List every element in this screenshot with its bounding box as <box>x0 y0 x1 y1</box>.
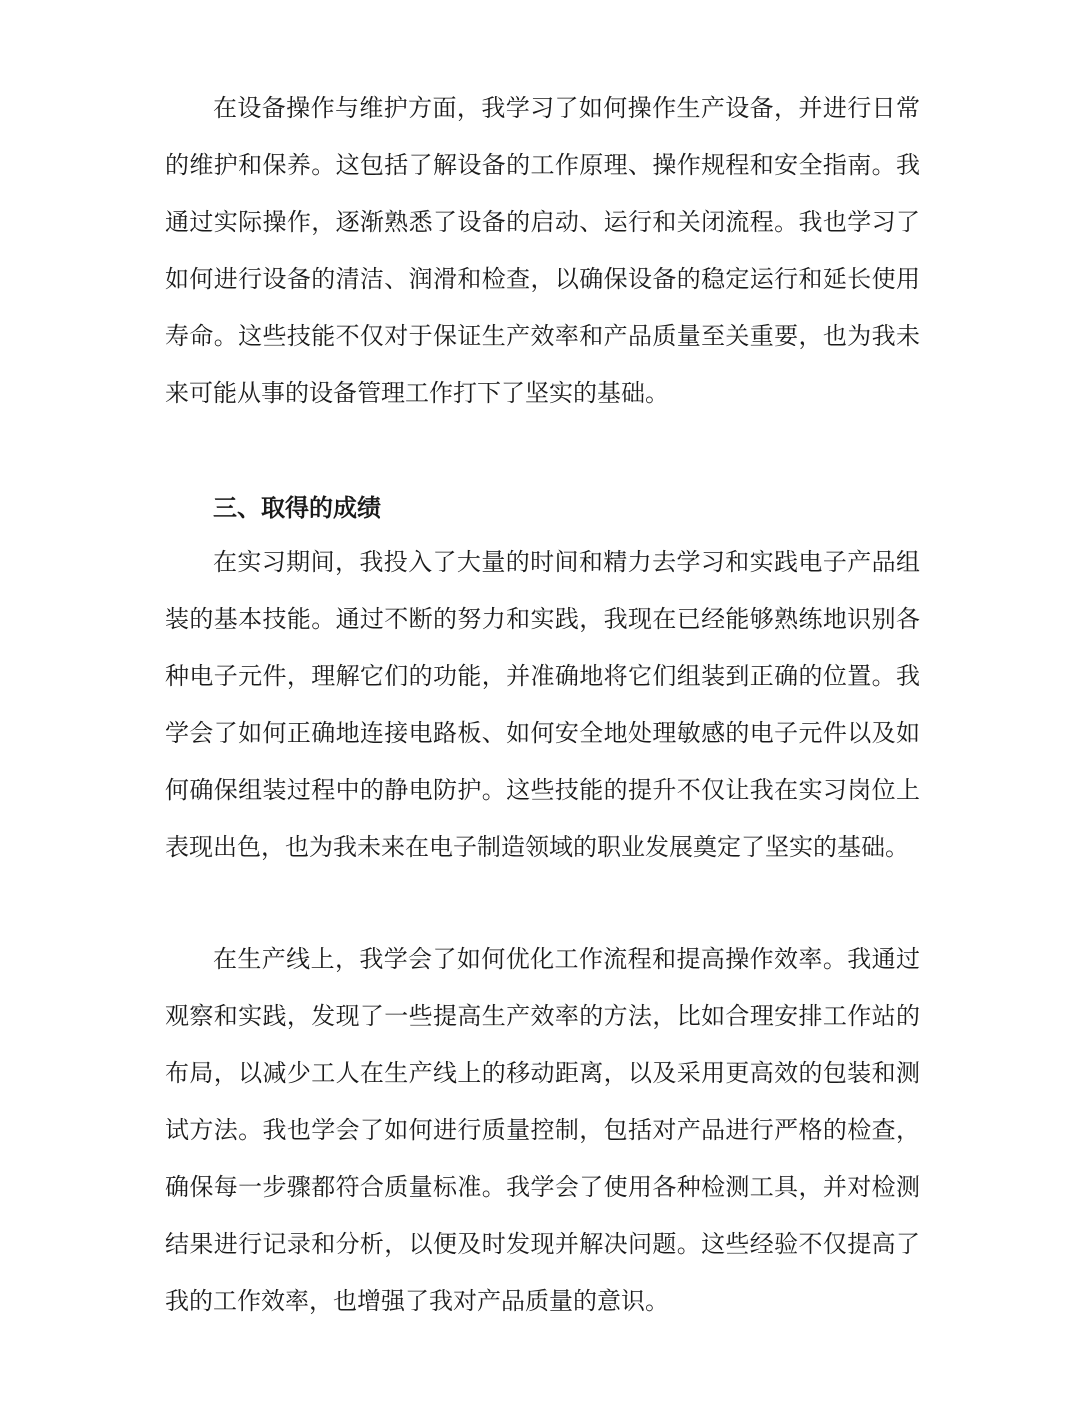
paragraph-assembly-skills: 在实习期间，我投入了大量的时间和精力去学习和实践电子产品组装的基本技能。通过不断的努力和实践，我现在已经能够熟练地识别各种电子元件，理解它们的功能，并准确地将它们组装到正确的位置。我学会了如何正确地连接电路板、如何安全地处理敏感的电子元件以及如何确保组装过程中的静电防护。这些技能的提升不仅让我在实习岗位上表现出色，也为我未来在电子制造领域的职业发展奠定了坚实的基础。 <box>165 548 920 861</box>
paragraph-production-line: 在生产线上，我学会了如何优化工作流程和提高操作效率。我通过观察和实践，发现了一些提高生产效率的方法，比如合理安排工作站的布局，以减少工人在生产线上的移动距离，以及采用更高效的包装和测试方法。我也学会了如何进行质量控制，包括对产品进行严格的检查，确保每一步骤都符合质量标准。我学会了使用各种检测工具，并对检测结果进行记录和分析，以便及时发现并解决问题。这些经验不仅提高了我的工作效率，也增强了我对产品质量的意识。 <box>165 945 920 1315</box>
section-heading-achievements: 三、取得的成绩 <box>213 493 381 522</box>
paragraph-equipment-operation: 在设备操作与维护方面，我学习了如何操作生产设备，并进行日常的维护和保养。这包括了解设备的工作原理、操作规程和安全指南。我通过实际操作，逐渐熟悉了设备的启动、运行和关闭流程。我也学习了如何进行设备的清洁、润滑和检查，以确保设备的稳定运行和延长使用寿命。这些技能不仅对于保证生产效率和产品质量至关重要，也为我未来可能从事的设备管理工作打下了坚实的基础。 <box>165 94 920 407</box>
